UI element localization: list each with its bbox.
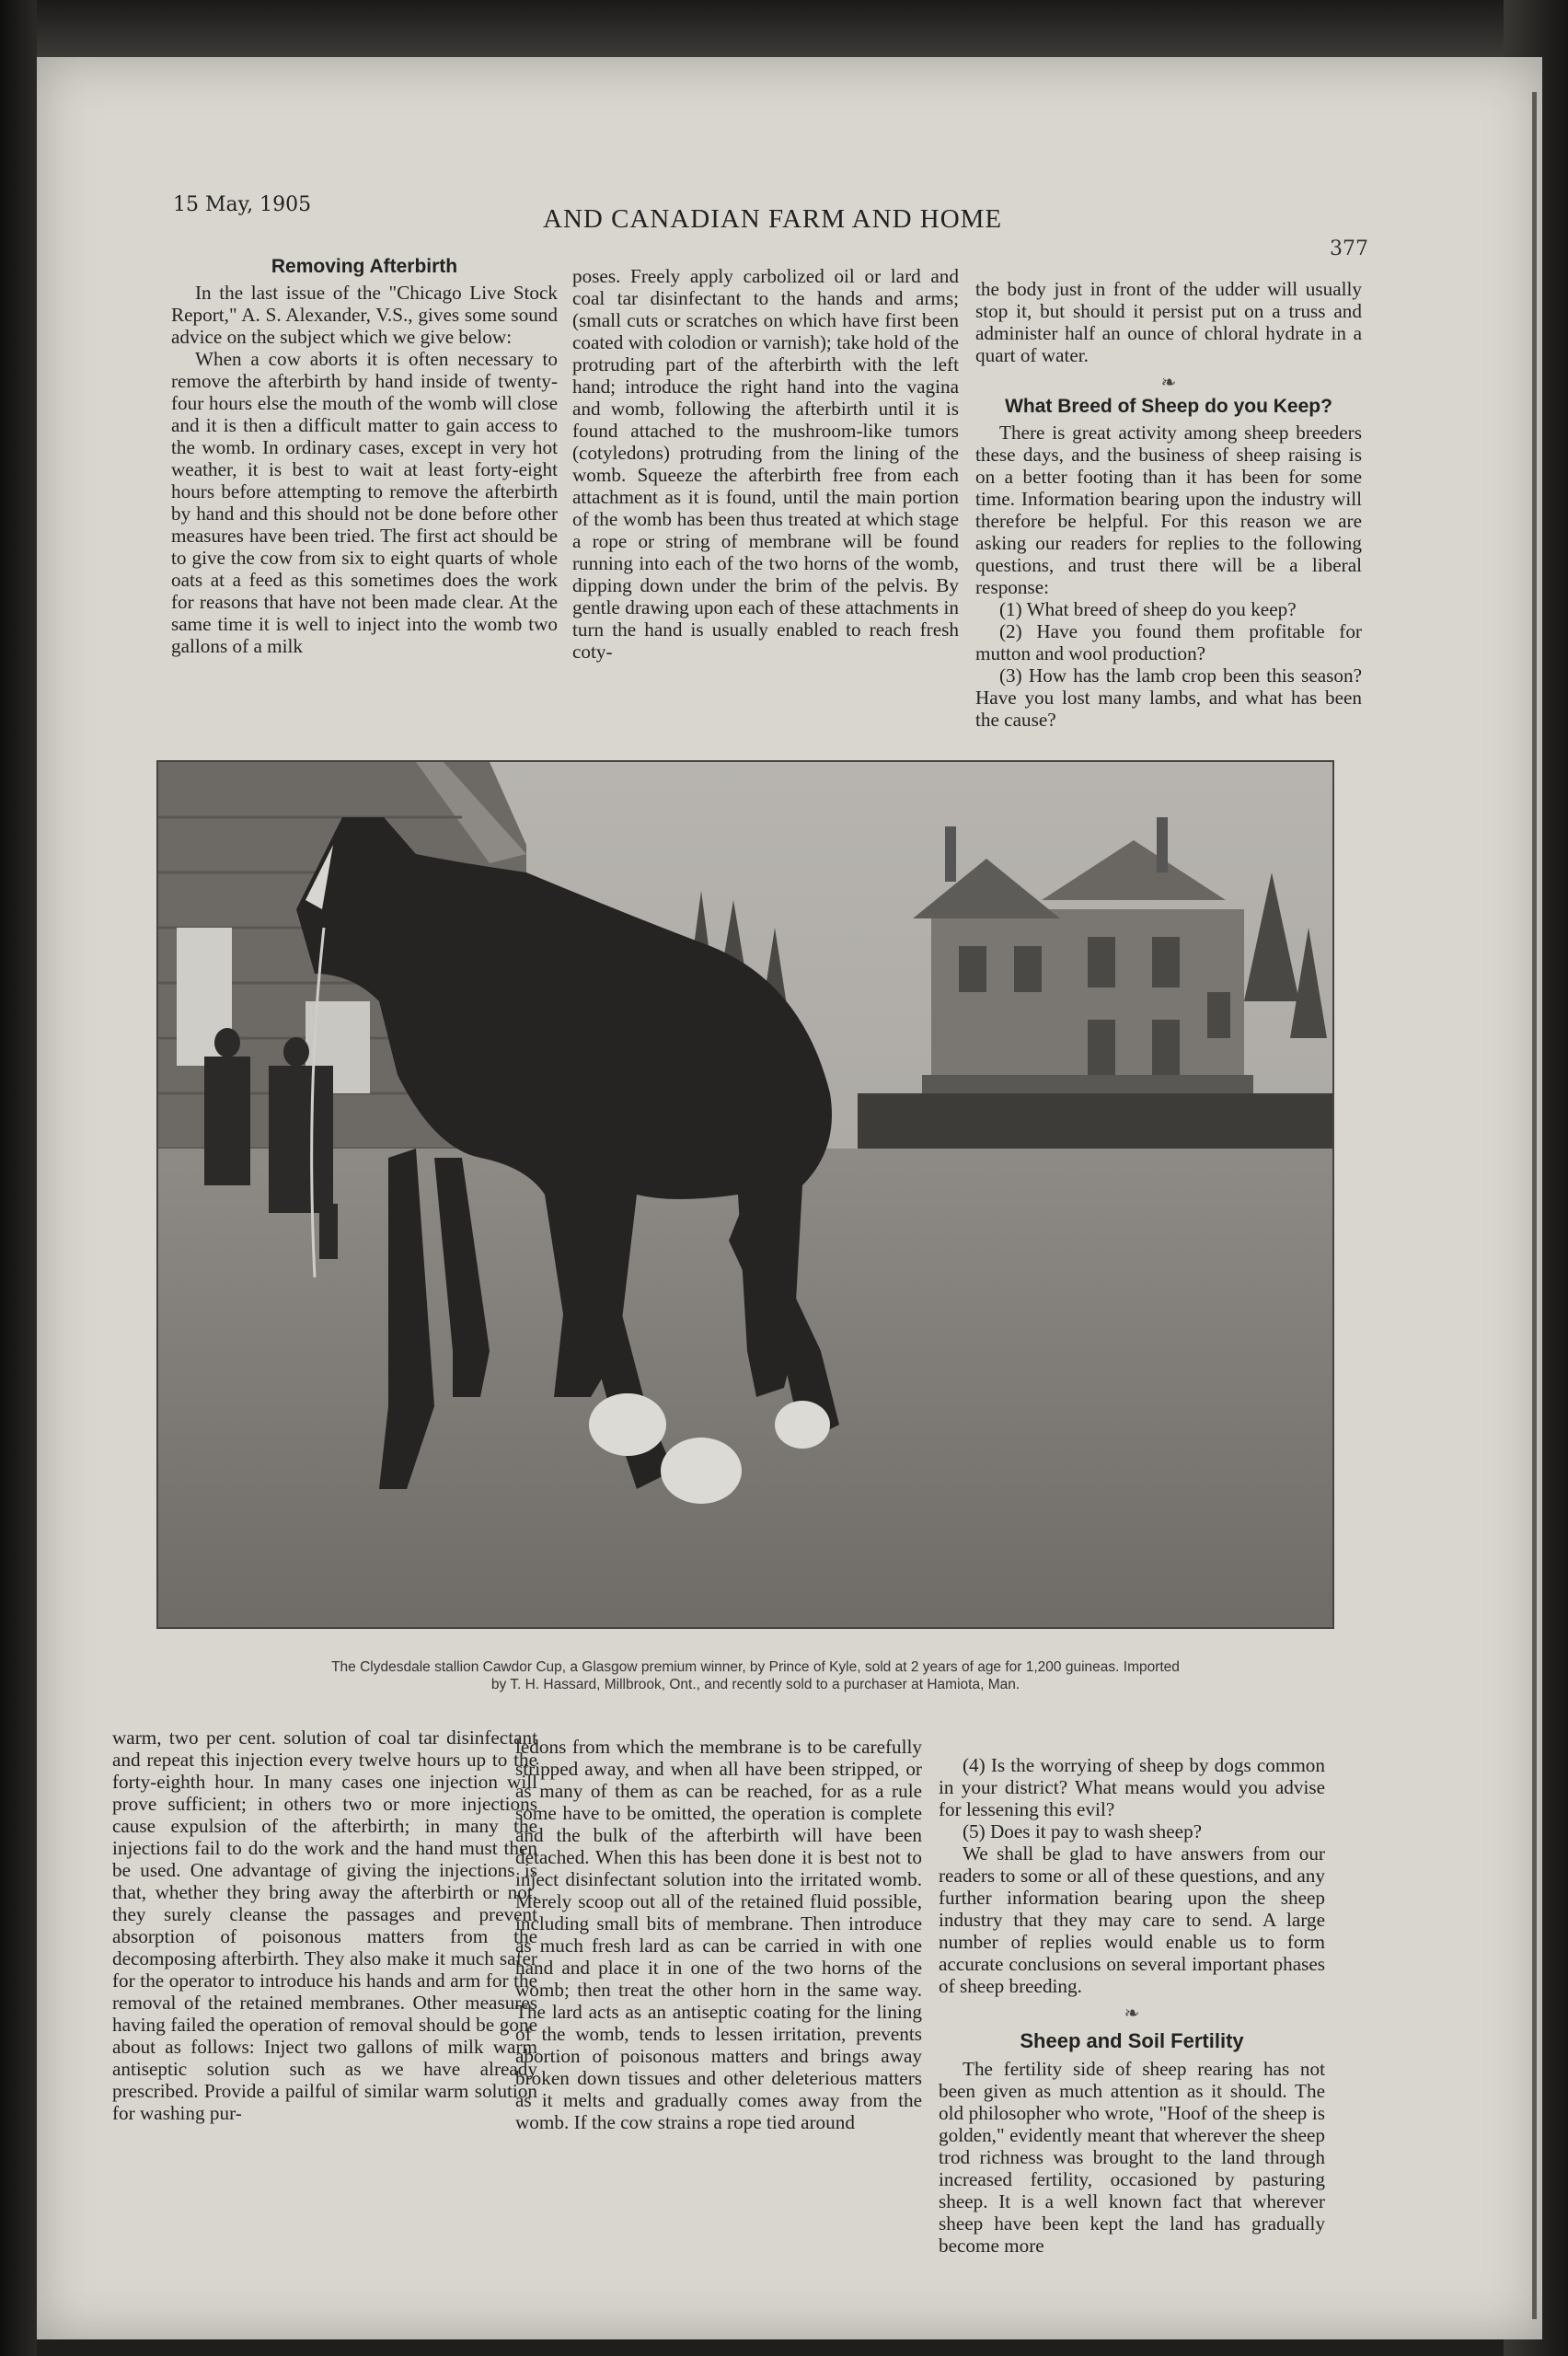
article-heading-removing-afterbirth: Removing Afterbirth (271, 256, 458, 277)
stallion-photograph (156, 760, 1334, 1629)
paragraph: warm, two per cent. solution of coal tar disinfectant and repeat this injection every twelve hours up to the forty-eighth hour. In many cases one injection will prove sufficient; in others two or more injections cause expulsion of the afterbirth; in many the injections fail to do the work and the hand must then be used. One advantage of giving the injections is that, whether they bring away the afterbirth or not, they surely cleanse the passages and prevent absorption of poisonous matters from the decomposing afterbirth. They also make it much safer for the operator to introduce his hands and arm for the removal of the retained membranes. Other measures having failed the operation of removal should be gone about as follows: Inject two gallons of milk warm antiseptic solution such as we have already prescribed. Provide a pailful of similar warm solution for washing pur- (112, 1727, 537, 2124)
article-heading-sheep-breed: What Breed of Sheep do you Keep? (1005, 396, 1332, 417)
column-2-bottom (515, 1736, 922, 2133)
paragraph: poses. Freely apply carbolized oil or lard and coal tar disinfectant to the hands and arms; (small cuts or scratches on which have first been coated with colodion or varnish); take hold of the protruding part of the afterbirth with the left hand; introduce the right hand into the vagina and womb, following the afterbirth until it is found attached to the mushroom-like tumors (cotyledons) protruding from the lining of the womb. Squeeze the afterbirth free from each attachment as it is found, until the main portion of the womb has been thus treated at which stage a rope or string of membrane will be found running into each of the two horns of the womb, dipping down under the brim of the pelvis. By gentle drawing upon each of these attachments in turn the hand is usually enabled to reach fresh coty- (572, 265, 959, 663)
fleuron-ornament: ❧ (1160, 373, 1177, 393)
paragraph: (3) How has the lamb crop been this season? Have you lost many lambs, and what has been the cause? (975, 664, 1362, 731)
scan-top-border (0, 0, 1568, 57)
paragraph: We shall be glad to have answers from our readers to some or all of these questions, and any further information bearing upon the sheep industry that they may care to send. A large number of replies would enable us to form accurate conclusions on several important phases of sheep breeding. (939, 1842, 1325, 1997)
column-3-bottom (939, 1754, 1325, 2257)
paragraph: ledons from which the membrane is to be carefully stripped away, and when all have been stripped, or as many of them as can be reached, for as a rule some have to be omitted, the operation is complete and the bulk of the afterbirth will have been detached. When this has been done it is best not to inject disinfectant solution into the irritated womb. Merely scoop out all of the retained fluid possible, including small bits of membrane. Then introduce as much fresh lard as can be carried in with one hand and place it in one of the two horns of the womb; then treat the other horn in the same way. The lard acts as an antiseptic coating for the lining of the womb, tends to lessen irritation, prevents abortion of poisonous matters and brings away broken down tissues and other deleterious matters as it melts and gradually comes away from the womb. If the cow strains a rope tied around (515, 1736, 922, 2133)
caption-line-1: The Clydesdale stallion Cawdor Cup, a Glasgow premium winner, by Prince of Kyle, sold at 2 years of age for 1,200 guineas. Imported (331, 1659, 1180, 1675)
paragraph: (1) What breed of sheep do you keep? (999, 598, 1297, 620)
paragraph: There is great activity among sheep breeders these days, and the business of sheep raising is on a better footing than it has been for some time. Information bearing upon the industry will therefore be helpful. For this reason we are asking our readers for replies to the following questions, and trust there will be a liberal response: (975, 422, 1362, 598)
paragraph: (2) Have you found them profitable for mutton and wool production? (975, 620, 1362, 664)
article-heading-sheep-soil: Sheep and Soil Fertility (1020, 2029, 1244, 2052)
horse-photo-illustration (158, 762, 1332, 1627)
paragraph: When a cow aborts it is often necessary to remove the afterbirth by hand inside of twenty-four hours else the mouth of the womb will close and it is then a difficult matter to gain access to the womb. In ordinary cases, except in very hot weather, it is best to wait at least forty-eight hours before attempting to remove the afterbirth by hand and this should not be done before other measures have been tried. The first act should be to give the cow from six to eight quarts of whole oats at a feed as this sometimes does the work for reasons that have not been made clear. At the same time it is well to inject into the womb two gallons of a milk (171, 348, 558, 657)
paragraph: In the last issue of the "Chicago Live Stock Report," A. S. Alexander, V.S., gives some sound advice on the subject which we give below: (171, 282, 558, 348)
paragraph: (4) Is the worrying of sheep by dogs common in your district? What means would you advise for lessening this evil? (939, 1754, 1325, 1820)
column-2-top (572, 265, 959, 663)
column-1-bottom (112, 1727, 537, 2124)
photo-caption (162, 1658, 1349, 1693)
page-number: 377 (1330, 237, 1368, 260)
column-1-top (171, 256, 558, 657)
page-edge-line (1532, 92, 1537, 2319)
paragraph: the body just in front of the udder will usually stop it, but should it persist put on a truss and administer half an ounce of chloral hydrate in a quart of water. (975, 278, 1362, 366)
paragraph: The fertility side of sheep rearing has not been given as much attention as it should. The old philosopher who wrote, "Hoof of the sheep is golden," evidently meant that wherever the sheep trod richness was brought to the land through increased fertility, occasioned by pasturing sheep. It is a well known fact that wherever sheep have been kept the land has gradually become more (939, 2058, 1325, 2257)
issue-date: 15 May, 1905 (173, 193, 312, 216)
column-3-top (975, 278, 1362, 731)
fleuron-ornament: ❧ (1124, 2004, 1140, 2024)
paragraph: (5) Does it pay to wash sheep? (963, 1820, 1203, 1842)
scan-left-border (0, 0, 37, 2356)
running-title: AND CANADIAN FARM AND HOME (543, 204, 1003, 234)
caption-line-2: by T. H. Hassard, Millbrook, Ont., and recently sold to a purchaser at Hamiota, Man. (490, 1677, 1020, 1692)
